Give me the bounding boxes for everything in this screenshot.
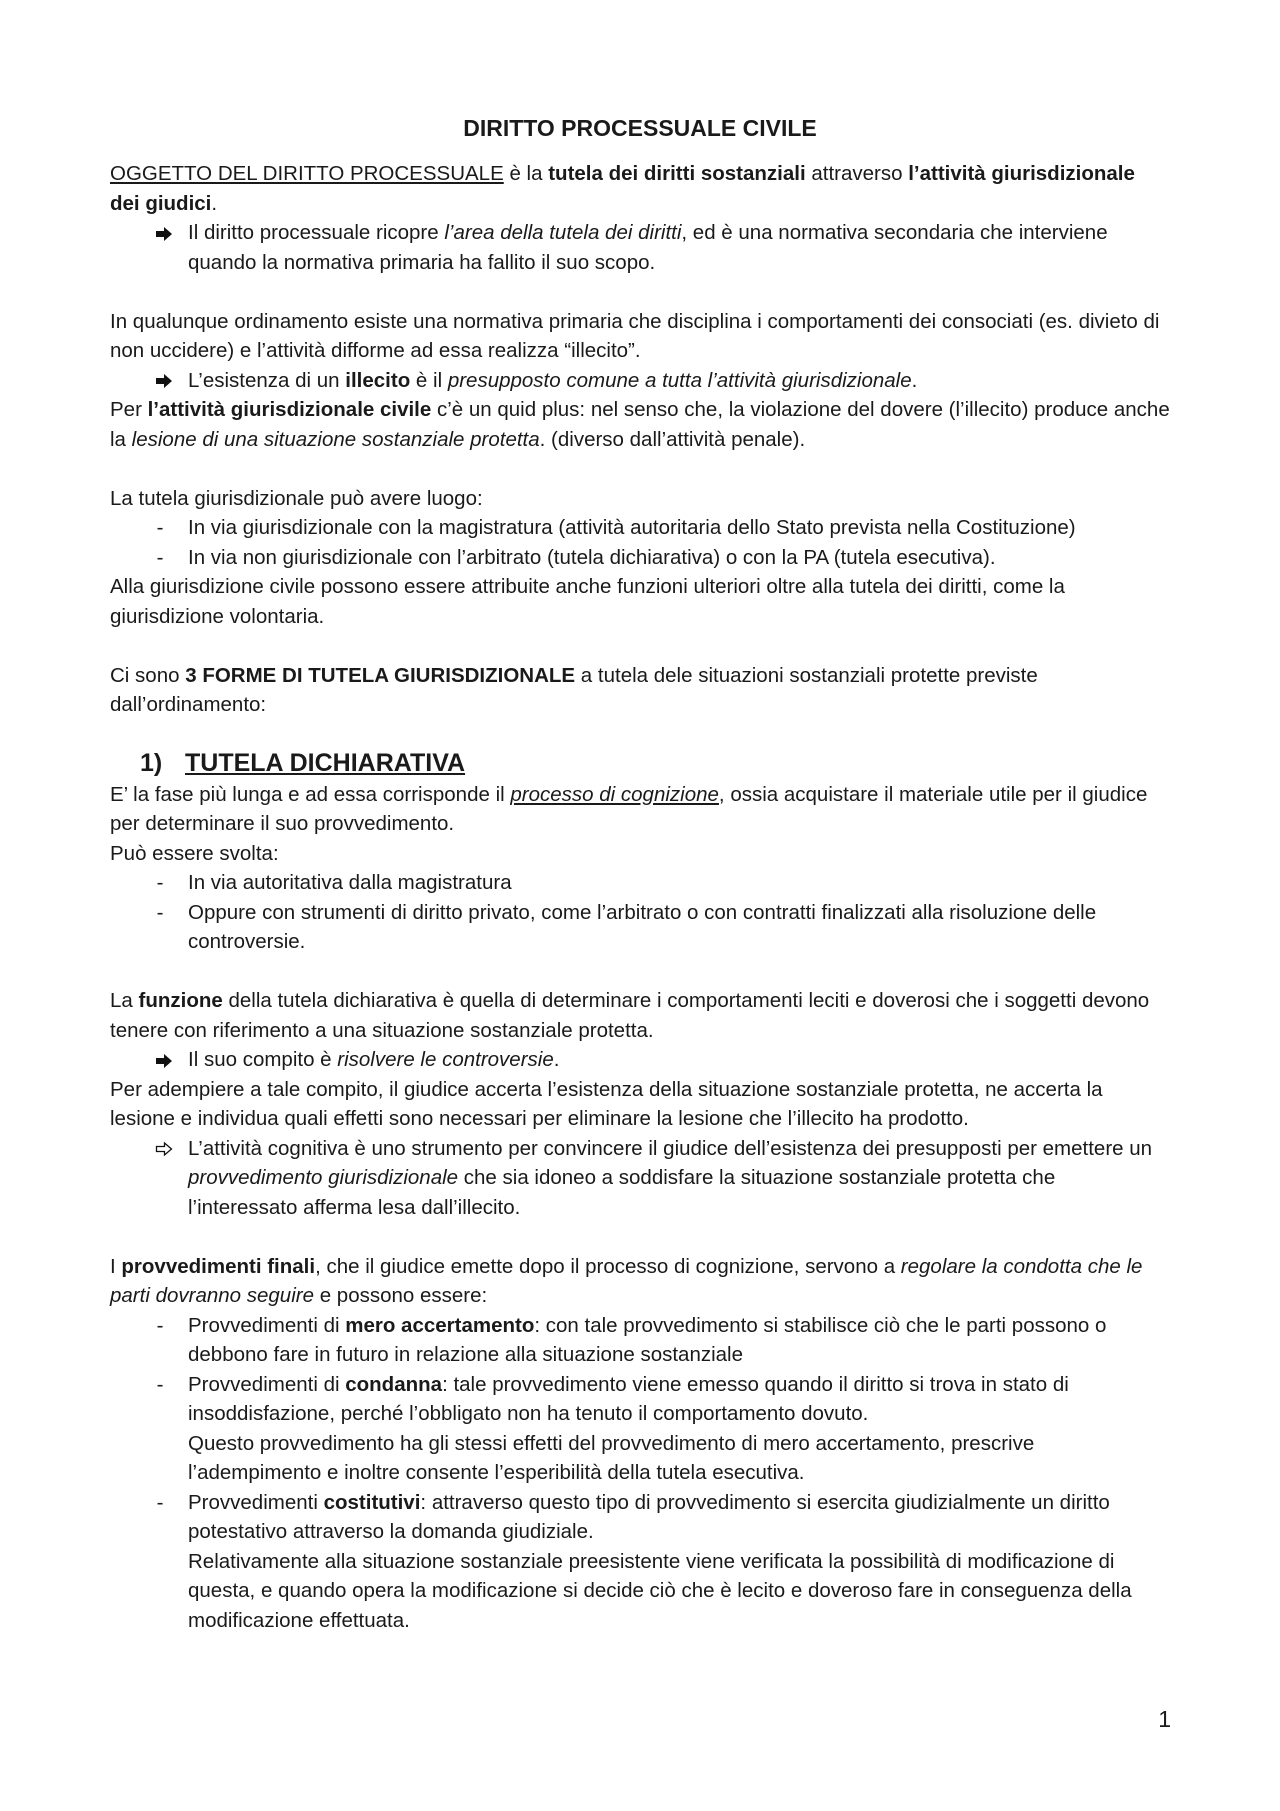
paragraph-provvedimenti: I provvedimenti finali, che il giudice emette dopo il processo di cognizione, servono a regolare la condotta che le parti dovranno seguire e possono essere: <box>110 1254 1143 1307</box>
paragraph-svolta: Può essere svolta: <box>110 841 279 865</box>
list-item-continuation: Questo provvedimento ha gli stessi effetti del provvedimento di mero accertamento, prescrive l’adempimento e inoltre consente l’esperibilità della tutela esecutiva. <box>188 1431 1035 1484</box>
list-item: - In via non giurisdizionale con l’arbitrato (tutela dichiarativa) o con la PA (tutela esecutiva). <box>110 543 1170 573</box>
section-title: TUTELA DICHIARATIVA <box>185 748 466 777</box>
list-item: - Provvedimenti di mero accertamento: con tale provvedimento si stabilisce ciò che le parti possono o debbono fare in futuro in relazione alla situazione sostanziale <box>110 1311 1170 1370</box>
arrow-bullet-item: Il suo compito è risolvere le controversie. <box>110 1045 1170 1075</box>
arrow-bullet-item: L’attività cognitiva è uno strumento per convincere il giudice dell’esistenza dei presupposti per emettere un provvedimento giurisdizionale che sia idoneo a soddisfare la situazione sostanziale protetta che l’interessato afferma lesa dall’illecito. <box>110 1134 1170 1223</box>
bold-right-arrow-icon <box>152 366 176 396</box>
list-item: - In via autoritativa dalla magistratura <box>110 868 1170 898</box>
paragraph-cognizione: E’ la fase più lunga e ad essa corrisponde il processo di cognizione, ossia acquistare il materiale utile per il giudice per determinare il suo provvedimento. <box>110 782 1148 835</box>
list-item: - Provvedimenti di condanna: tale provvedimento viene emesso quando il diritto si trova in stato di insoddisfazione, perché l’obbligato non ha tenuto il comportamento dovuto. Questo provvedimento ha gli stessi effetti del provvedimento di mero accertamento, prescrive l’adempimento e inoltre consente l’esperibilità della tutela esecutiva. <box>110 1370 1170 1488</box>
oggetto-label: OGGETTO DEL DIRITTO PROCESSUALE <box>110 162 504 185</box>
section-number: 1) <box>140 748 163 777</box>
document-page <box>110 112 1170 1635</box>
list-item-continuation: Relativamente alla situazione sostanziale preesistente viene verificata la possibilità di modificazione di questa, e quando opera la modificazione si decide ciò che è lecito e doveroso fare in conseguenza della modificazione effettuata. <box>188 1549 1132 1632</box>
list-item: - In via giurisdizionale con la magistratura (attività autoritaria dello Stato prevista nella Costituzione) <box>110 513 1170 543</box>
bold-right-arrow-icon <box>152 1045 176 1075</box>
paragraph-funzione: La funzione della tutela dichiarativa è quella di determinare i comportamenti leciti e doverosi che i soggetti devono tenere con riferimento a una situazione sostanziale protetta. <box>110 989 1150 1042</box>
dash-bullet: - <box>156 900 164 924</box>
arrow-bullet-item: Il diritto processuale ricopre l’area della tutela dei diritti, ed è una normativa secondaria che interviene quando la normativa primaria ha fallito il suo scopo. <box>110 218 1170 277</box>
dash-bullet: - <box>156 871 164 894</box>
page-number: 1 <box>1158 1706 1171 1732</box>
paragraph-compito: Per adempiere a tale compito, il giudice accerta l’esistenza della situazione sostanziale protetta, ne accerta la lesione e individua quali effetti sono necessari per eliminare la lesione che l’illecito ha prodotto. <box>110 1077 1103 1130</box>
paragraph-forme: Ci sono 3 FORME DI TUTELA GIURISDIZIONALE a tutela dele situazioni sostanziali protette previste dall’ordinamento: <box>110 663 1038 716</box>
arrow-bullet-item: L’esistenza di un illecito è il presupposto comune a tutta l’attività giurisdizionale. <box>110 366 1170 396</box>
list-item: - Provvedimenti costitutivi: attraverso questo tipo di provvedimento si esercita giudizialmente un diritto potestativo attraverso la domanda giudiziale. Relativamente alla situazione sostanziale preesistente viene verificata la possibilità di modificazione di questa, e quando opera la modificazione si decide ciò che è lecito e doveroso fare in conseguenza della modificazione effettuata. <box>110 1488 1170 1636</box>
list-item: - Oppure con strumenti di diritto privato, come l’arbitrato o con contratti finalizzati alla risoluzione delle controversie. <box>110 898 1170 957</box>
section-heading <box>110 746 1170 780</box>
hollow-right-arrow-icon <box>152 1134 176 1164</box>
dash-bullet: - <box>156 545 164 569</box>
paragraph-tutela-intro: La tutela giurisdizionale può avere luogo: <box>110 486 483 510</box>
dash-bullet: - <box>156 1313 164 1337</box>
bold-right-arrow-icon <box>152 218 176 248</box>
dash-bullet: - <box>156 1372 164 1396</box>
paragraph-oggetto: OGGETTO DEL DIRITTO PROCESSUALE è la tutela dei diritti sostanziali attraverso l’attività giurisdizionale dei giudici. <box>110 162 1135 215</box>
paragraph-civile: Per l’attività giurisdizionale civile c’è un quid plus: nel senso che, la violazione del dovere (l’illecito) produce anche la lesione di una situazione sostanziale protetta. (diverso dall’attività penale). <box>110 398 1170 451</box>
paragraph-giurisdizione-volontaria: Alla giurisdizione civile possono essere attribuite anche funzioni ulteriori oltre alla tutela dei diritti, come la giurisdizione volontaria. <box>110 575 1065 628</box>
page-title: DIRITTO PROCESSUALE CIVILE <box>463 115 817 141</box>
dash-bullet: - <box>156 516 164 539</box>
paragraph-normativa: In qualunque ordinamento esiste una normativa primaria che disciplina i comportamenti dei consociati (es. divieto di non uccidere) e l’attività difforme ad essa realizza “illecito”. <box>110 309 1160 362</box>
dash-bullet: - <box>156 1490 164 1514</box>
